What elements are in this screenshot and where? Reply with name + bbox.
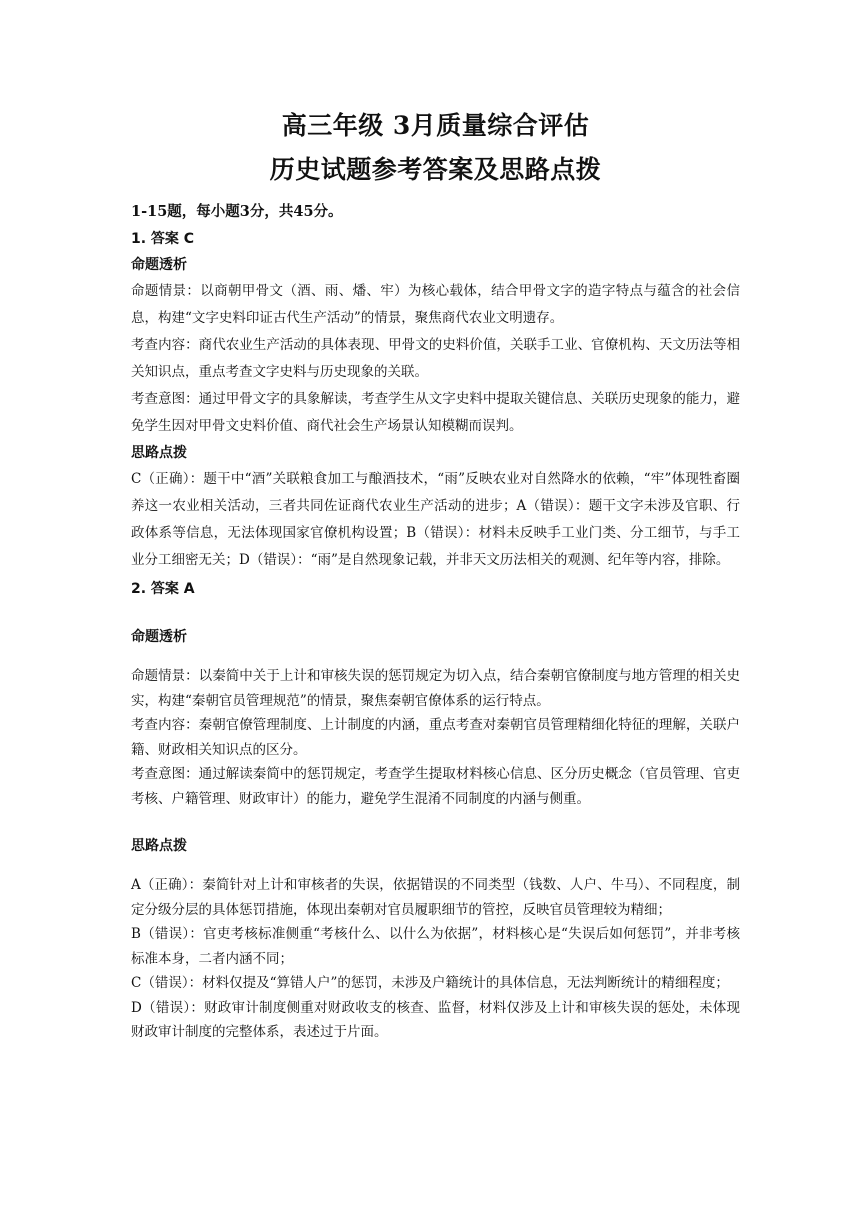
question-1-intent: 考查意图：通过甲骨文字的具象解读，考查学生从文字史料中提取关键信息、关联历史现象的能力，避免学生因对甲骨文史料价值、商代社会生产场景认知模糊而误判。 xyxy=(131,391,740,434)
question-1-section xyxy=(131,226,740,574)
question-1-hint-heading: 思路点拨 xyxy=(131,445,187,461)
question-1-analysis-heading: 命题透析 xyxy=(131,257,187,273)
question-2-option-b: B（错误）：官吏考核标准侧重“考核什么、以什么为依据”，材料核心是“失误后如何惩罚”，并非考核标准本身，二者内涵不同； xyxy=(131,926,740,967)
question-1-answer: 1. 答案 C xyxy=(131,231,195,247)
question-2-answer: 2. 答案 A xyxy=(131,581,195,597)
question-2-analysis-heading: 命题透析 xyxy=(131,629,187,645)
score-instructions: 1-15题，每小题3分，共45分。 xyxy=(131,203,343,220)
spacer xyxy=(131,811,740,833)
document-title-line-1: 高三年级 3月质量综合评估 xyxy=(281,111,590,140)
question-1-hint: C（正确）：题干中“酒”关联粮食加工与酿酒技术，“雨”反映农业对自然降水的依赖，“牢”体现牲畜圈养这一农业相关活动，三者共同佐证商代农业生产活动的进步；A（错误）：题干文字未涉及官职、行政体系等信息，无法体现国家官僚机构设置；B（错误）：材料未反映手工业门类、分工细节，与手工业分工细密无关；D（错误）：“雨”是自然现象记载，并非天文历法相关的观测、纪年等内容，排除。 xyxy=(131,471,740,568)
question-2-hint-heading: 思路点拨 xyxy=(131,838,187,854)
question-2-scenario: 命题情景：以秦简中关于上计和审核失误的惩罚规定为切入点，结合秦朝官僚制度与地方管理的相关史实，构建“秦朝官员管理规范”的情景，聚焦秦朝官僚体系的运行特点。 xyxy=(131,668,740,709)
question-1-scenario: 命题情景：以商朝甲骨文（酒、雨、燔、牢）为核心载体，结合甲骨文字的造字特点与蕴含的社会信息，构建“文字史料印证古代生产活动”的情景，聚焦商代农业文明遗存。 xyxy=(131,283,740,326)
spacer xyxy=(131,602,740,624)
question-2-option-c: C（错误）：材料仅提及“算错人户”的惩罚，未涉及户籍统计的具体信息，无法判断统计的精细程度； xyxy=(131,975,729,991)
question-2-intent: 考查意图：通过解读秦简中的惩罚规定，考查学生提取材料核心信息、区分历史概念（官员管理、官吏考核、户籍管理、财政审计）的能力，避免学生混淆不同制度的内涵与侧重。 xyxy=(131,766,740,807)
question-2-option-d: D（错误）：财政审计制度侧重对财政收支的核查、监督，材料仅涉及上计和审核失误的惩处，未体现财政审计制度的完整体系，表述过于片面。 xyxy=(131,999,740,1040)
question-2-option-a: A（正确）：秦简针对上计和审核者的失误，依据错误的不同类型（钱数、人户、牛马）、不同程度，制定分级分层的具体惩罚措施，体现出秦朝对官员履职细节的管控，反映官员管理较为精细； xyxy=(131,877,740,918)
question-2-content: 考查内容：秦朝官僚管理制度、上计制度的内涵，重点考查对秦朝官员管理精细化特征的理解，关联户籍、财政相关知识点的区分。 xyxy=(131,717,740,758)
spacer xyxy=(131,650,740,664)
question-1-content: 考查内容：商代农业生产活动的具体表现、甲骨文的史料价值，关联手工业、官僚机构、天文历法等相关知识点，重点考查文字史料与历史现象的关联。 xyxy=(131,337,740,380)
document-title-line-2: 历史试题参考答案及思路点拨 xyxy=(269,155,602,184)
question-2-section xyxy=(131,576,740,1045)
spacer xyxy=(131,859,740,873)
